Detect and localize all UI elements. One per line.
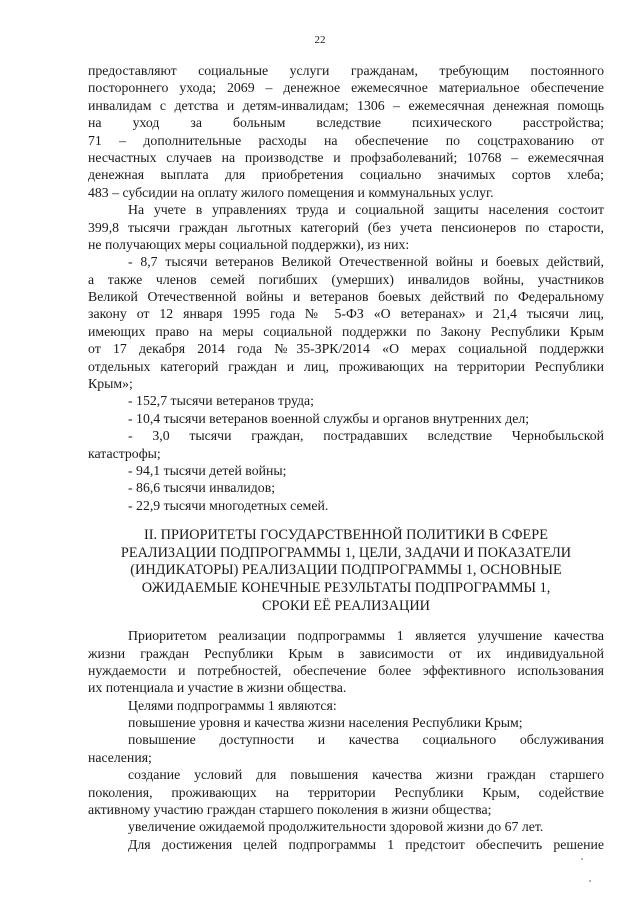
text-line: Приоритетом реализации подпрограммы 1 является улучшение качества [128, 628, 604, 644]
text-line: - 22,9 тысячи многодетных семей. [128, 497, 329, 513]
heading-line: РЕАЛИЗАЦИИ ПОДПРОГРАММЫ 1, ЦЕЛИ, ЗАДАЧИ И ПОКАЗАТЕЛИ [120, 544, 572, 561]
text-line: 71 – дополнительные расходы на обеспечение по соцстрахованию от [88, 132, 604, 148]
text-line: 399,8 тысячи граждан льготных категорий (без учета пенсионеров по старости, [88, 219, 604, 235]
text-line: от 17 декабря 2014 года №35-ЗРК/2014 «О мерах социальной поддержки [88, 341, 604, 357]
text-line: увеличение ожидаемой продолжительности здоровой жизни до 67 лет. [128, 819, 544, 835]
text-line: - 94,1 тысячи детей войны; [128, 462, 287, 478]
text-line: Целями подпрограммы 1 являются: [128, 697, 337, 713]
text-line: жизни граждан Республики Крым в зависимости от их индивидуальной [88, 645, 604, 661]
text-line: катастрофы; [88, 445, 161, 461]
text-line: - 152,7 тысячи ветеранов труда; [128, 393, 314, 409]
paragraph [88, 410, 604, 427]
text-line: их потенциала и участие в жизни общества. [88, 680, 347, 696]
body-text-top [88, 62, 604, 514]
paragraph [88, 766, 604, 818]
paragraph [88, 697, 604, 714]
text-line: Крым»; [88, 376, 133, 392]
text-line: поколения, проживающих на территории Республики Крым, содействие [88, 784, 604, 800]
paragraph [88, 627, 604, 697]
text-line: Для достижения целей подпрограммы 1 предстоит обеспечить решение [128, 836, 604, 852]
text-line: создание условий для повышения качества жизни граждан старшего [128, 767, 604, 783]
text-line: постороннего ухода; 2069 – денежное ежемесячное материальное обеспечение [88, 80, 604, 96]
heading-line: СРОКИ ЕЁ РЕАЛИЗАЦИИ [262, 597, 430, 614]
text-line: - 3,0 тысячи граждан, пострадавших вследствие Чернобыльской [128, 428, 604, 444]
text-line: населения; [88, 749, 152, 765]
text-line: не получающих меры социальной поддержки), из них: [88, 236, 410, 252]
paragraph [88, 714, 604, 731]
text-line: на уход за больным вследствие психического расстройства; [88, 115, 604, 131]
section-heading [88, 527, 604, 615]
page-content [88, 62, 604, 853]
text-line: денежная выплата для приобретения социально значимых сортов хлеба; [88, 167, 604, 183]
scan-speck [581, 858, 583, 860]
heading-line: ОЖИДАЕМЫЕ КОНЕЧНЫЕ РЕЗУЛЬТАТЫ ПОДПРОГРАММЫ 1, [141, 579, 551, 596]
text-line: отдельных категорий граждан и лиц, проживающих на территории Республики [88, 358, 604, 374]
body-text-bottom [88, 627, 604, 853]
text-line: несчастных случаев на производстве и профзаболеваний; 10768 – ежемесячная [88, 149, 604, 165]
text-line: Великой Отечественной войны и ветеранов боевых действий по Федеральному [88, 289, 604, 305]
text-line: закону от 12 января 1995 года № 5-ФЗ «О ветеранах» и 21,4 тысячи лиц, [88, 306, 604, 322]
paragraph [88, 836, 604, 853]
text-line: повышение доступности и качества социального обслуживания [128, 732, 604, 748]
page-number: 22 [314, 34, 326, 46]
text-line: - 8,7 тысячи ветеранов Великой Отечественной войны и боевых действий, [128, 254, 604, 270]
text-line: нуждаемости и потребностей, обеспечение более эффективного использования [88, 662, 604, 678]
paragraph [88, 253, 604, 392]
text-line: - 86,6 тысячи инвалидов; [128, 480, 276, 496]
paragraph [88, 479, 604, 496]
paragraph [88, 462, 604, 479]
paragraph [88, 818, 604, 835]
text-line: 483 – субсидии на оплату жилого помещения и коммунальных услуг. [88, 184, 494, 200]
paragraph [88, 427, 604, 462]
paragraph [88, 201, 604, 253]
text-line: инвалидам с детства и детям-инвалидам; 1306 – ежемесячная денежная помощь [88, 97, 604, 113]
text-line: На учете в управлениях труда и социальной защиты населения состоит [128, 202, 604, 218]
text-line: - 10,4 тысячи ветеранов военной службы и органов внутренних дел; [128, 410, 530, 426]
text-line: имеющих право на меры социальной поддержки по Закону Республики Крым [88, 323, 604, 339]
scan-speck [589, 880, 591, 882]
text-line: предоставляют социальные услуги гражданам, требующим постоянного [88, 63, 604, 78]
text-line: активному участию граждан старшего поколения в жизни общества; [88, 802, 492, 818]
text-line: повышение уровня и качества жизни населения Республики Крым; [128, 715, 523, 731]
paragraph [88, 731, 604, 766]
paragraph [88, 62, 604, 201]
text-line: а также членов семей погибших (умерших) инвалидов войны, участников [88, 271, 604, 287]
heading-line: II. ПРИОРИТЕТЫ ГОСУДАРСТВЕННОЙ ПОЛИТИКИ В СФЕРЕ [144, 527, 548, 544]
paragraph [88, 497, 604, 514]
paragraph [88, 392, 604, 409]
heading-line: (ИНДИКАТОРЫ) РЕАЛИЗАЦИИ ПОДПРОГРАММЫ 1, ОСНОВНЫЕ [130, 562, 562, 579]
